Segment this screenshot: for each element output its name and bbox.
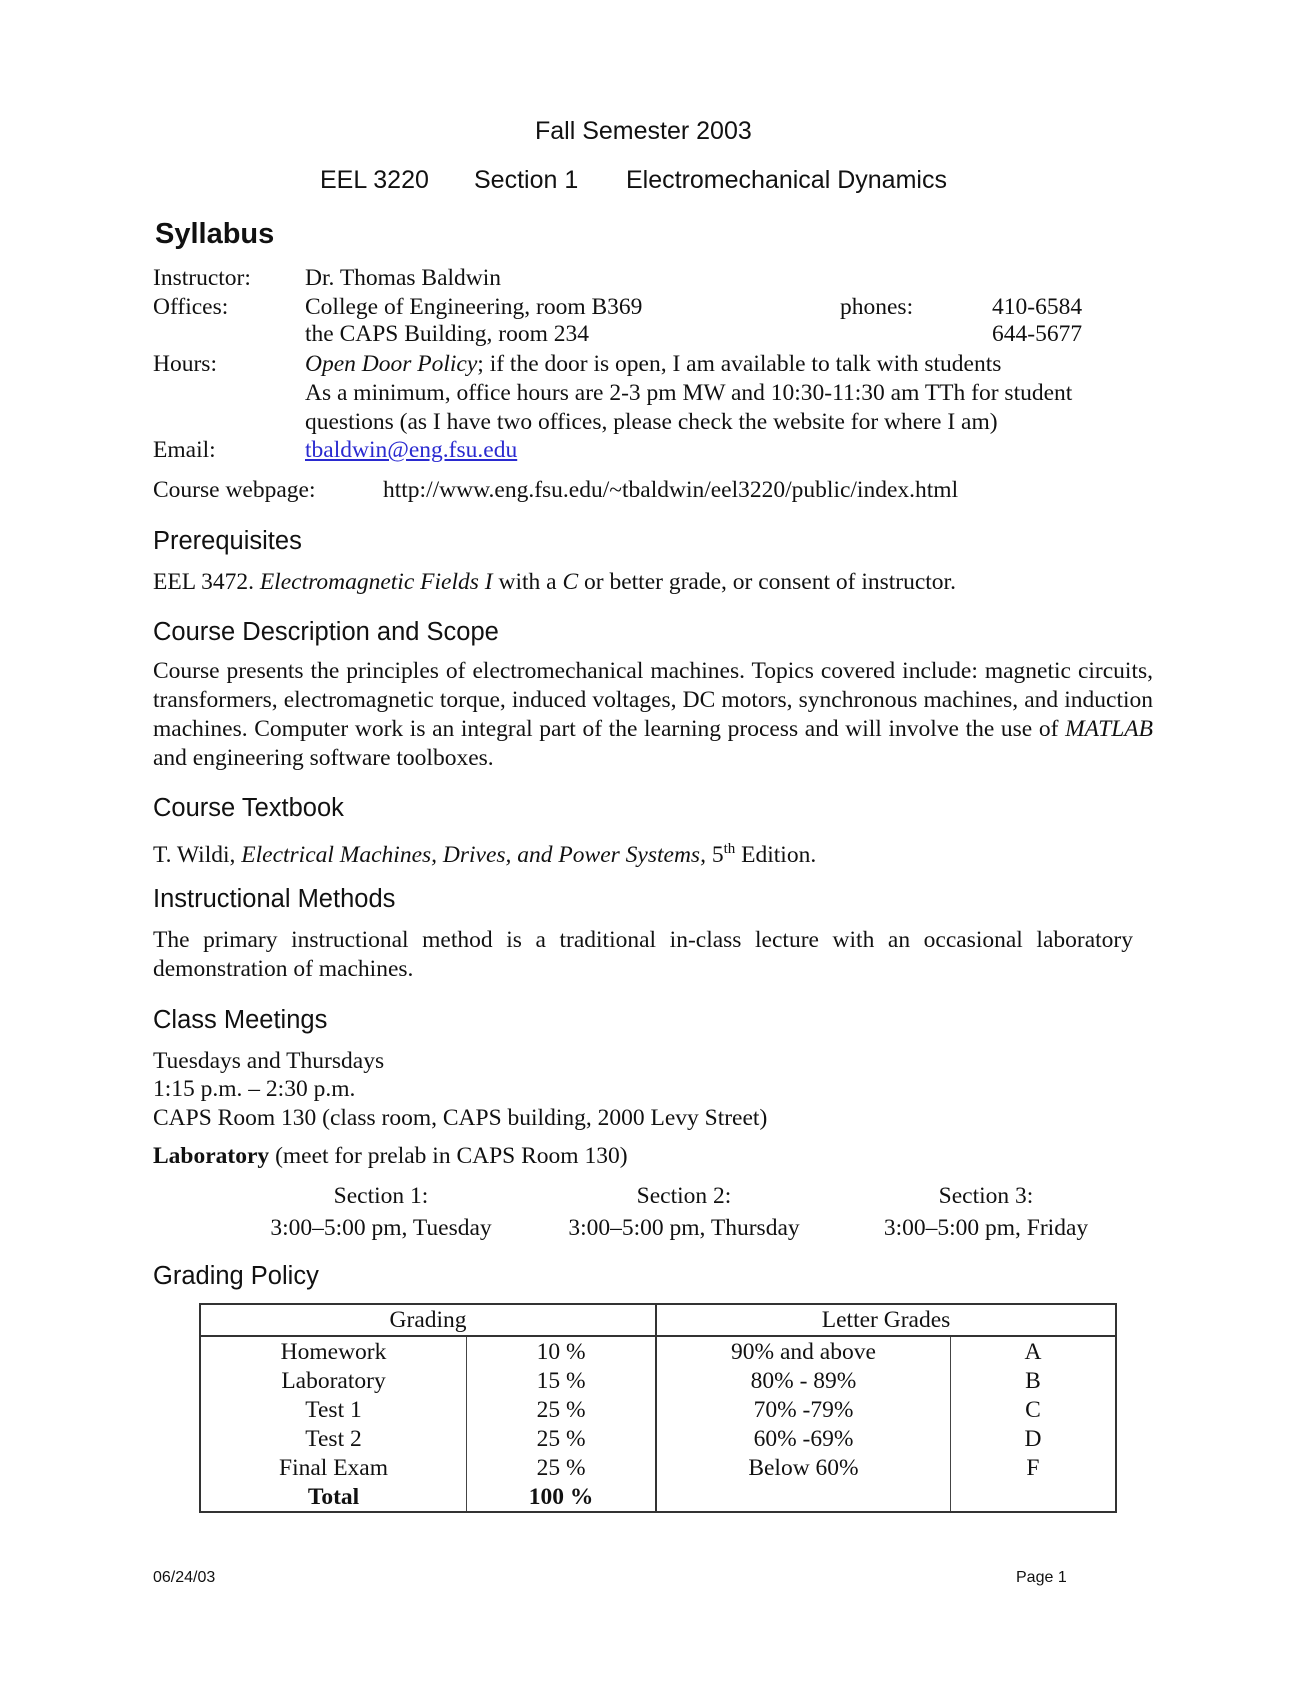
grade-weight: 25 % [467,1395,657,1424]
grade-letter: C [1025,1396,1041,1423]
textbook-edition-text: Edition. [735,841,817,868]
textbook-heading: Course Textbook [153,794,344,822]
grade-range: 90% and above [656,1336,950,1366]
lab-section-3-time: 3:00–5:00 pm, Friday [883,1215,1089,1241]
webpage-label: Course webpage: [153,477,316,503]
textbook-edition-sup: th [723,841,736,857]
grade-weight: 25 % [467,1424,657,1453]
grade-letter: F [1026,1454,1040,1481]
grading-heading: Grading Policy [153,1262,319,1290]
phone-2: 644-5677 [992,321,1083,347]
prereq-grade: C [562,569,579,595]
prerequisites-heading: Prerequisites [153,527,302,555]
table-row [200,1424,1116,1453]
lab-section-1-name: Section 1: [333,1183,429,1209]
table-row [200,1336,1116,1366]
grade-item: Test 1 [200,1395,467,1424]
grade-weight: 10 % [467,1336,657,1366]
grading-total-label: Total [200,1482,467,1512]
prerequisites-text [153,568,956,596]
instructor-label: Instructor: [153,265,251,291]
methods-text: The primary instructional method is a traditional in-class lecture with an occasional laboratory demonstration of machines. [153,927,1133,982]
textbook-author: T. Wildi, [153,841,242,868]
description-text-end: and engineering software toolboxes. [153,745,494,771]
textbook-text [153,835,816,869]
grading-header-row [200,1304,1116,1336]
letter-col-header: Letter Grades [656,1304,1116,1336]
grade-item: Final Exam [200,1453,467,1482]
webpage-url[interactable]: http://www.eng.fsu.edu/~tbaldwin/eel3220/public/index.html [383,477,959,503]
grade-range: 80% - 89% [656,1366,950,1395]
grade-letter: A [1024,1338,1042,1365]
hours-line-1-rest: ; if the door is open, I am available to talk with students [477,351,1002,377]
grading-total-row [200,1482,1116,1512]
hours-line-3: questions (as I have two offices, please check the website for where I am) [305,409,998,435]
prereq-course-name: Electromagnetic Fields I [259,569,493,595]
table-row [200,1453,1116,1482]
grade-letter: D [1024,1425,1042,1452]
email-label: Email: [153,437,216,463]
grading-table [199,1303,1117,1513]
footer-page: Page 1 [1016,1569,1067,1586]
empty-cell [950,1482,1116,1512]
meetings-days: Tuesdays and Thursdays [153,1048,385,1074]
table-row [200,1395,1116,1424]
lab-section-2-name: Section 2: [636,1183,732,1209]
lab-section-1-time: 3:00–5:00 pm, Tuesday [270,1215,492,1241]
meetings-room: CAPS Room 130 (class room, CAPS building, 2000 Levy Street) [153,1105,768,1131]
grading-total-value: 100 % [467,1482,657,1512]
prereq-text-end: or better grade, or consent of instructor. [578,569,956,595]
offices-label: Offices: [153,294,229,320]
course-title: Electromechanical Dynamics [626,166,947,194]
empty-cell [656,1482,950,1512]
office-1: College of Engineering, room B369 [305,294,643,320]
office-2: the CAPS Building, room 234 [305,321,589,347]
table-row [200,1366,1116,1395]
lab-section-2-time: 3:00–5:00 pm, Thursday [568,1215,800,1241]
description-heading: Course Description and Scope [153,618,499,646]
course-code: EEL 3220 [320,166,429,194]
hours-label: Hours: [153,351,217,377]
phone-1: 410-6584 [992,294,1083,320]
prereq-code: EEL 3472. [153,569,254,595]
textbook-title: Electrical Machines, Drives, and Power Systems, [241,841,706,868]
meetings-time: 1:15 p.m. – 2:30 p.m. [153,1076,356,1102]
lab-section-3 [872,1182,1100,1242]
footer-date: 06/24/03 [153,1569,216,1586]
phones-label: phones: [840,294,914,320]
grade-range: 60% -69% [656,1424,950,1453]
lab-label: Laboratory [153,1143,270,1169]
grade-weight: 25 % [467,1453,657,1482]
grade-item: Laboratory [200,1366,467,1395]
email-link[interactable]: tbaldwin@eng.fsu.edu [305,437,518,463]
lab-line [153,1142,628,1170]
description-text-start: Course presents the principles of electromechanical machines. Topics covered include: magnetic circuits, transformers, electromagnetic torque, induced voltages, DC motors, synchronous machines, and induction machines. Computer work is an integral part of the learning process and will involve the use of [153,658,1153,742]
prereq-text-mid: with a [492,569,563,595]
description-software: MATLAB [1065,716,1153,742]
lab-note: (meet for prelab in CAPS Room 130) [269,1143,628,1169]
textbook-edition-num: 5 [705,841,724,868]
meetings-heading: Class Meetings [153,1006,328,1034]
methods-heading: Instructional Methods [153,885,396,913]
grade-item: Test 2 [200,1424,467,1453]
lab-section-1 [259,1182,503,1242]
hours-line-1 [305,350,1001,378]
grade-range: Below 60% [656,1453,950,1482]
grading-col-header: Grading [200,1304,656,1336]
grade-weight: 15 % [467,1366,657,1395]
semester-title: Fall Semester 2003 [535,117,752,145]
grade-range: 70% -79% [656,1395,950,1424]
hours-line-2: As a minimum, office hours are 2-3 pm MW and 10:30-11:30 am TTh for student [305,380,1073,406]
syllabus-heading: Syllabus [155,218,275,250]
course-section: Section 1 [474,166,579,194]
description-text [153,657,1153,773]
lab-section-2 [555,1182,813,1242]
grade-item: Homework [200,1336,467,1366]
grade-letter: B [1025,1367,1041,1394]
instructor-name: Dr. Thomas Baldwin [305,265,502,291]
lab-section-3-name: Section 3: [938,1183,1034,1209]
open-door-policy: Open Door Policy [305,351,478,377]
